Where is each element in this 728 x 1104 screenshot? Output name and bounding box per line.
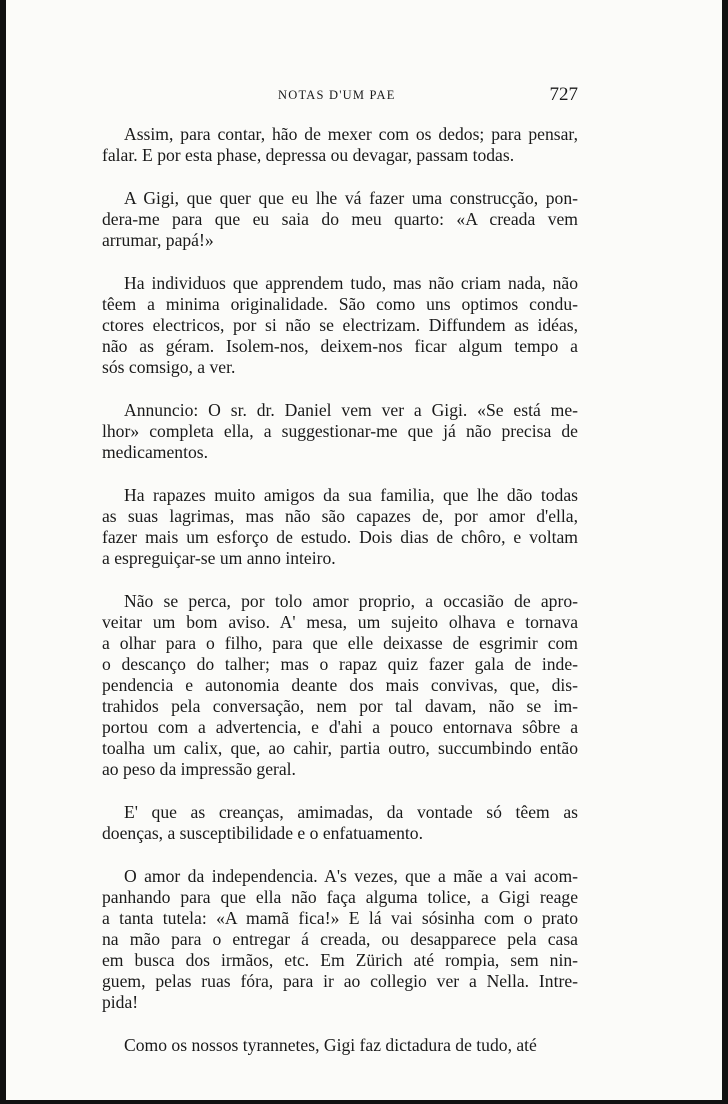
text-line: não as géram. Isolem-nos, deixem-nos ficar algum tempo a <box>102 336 578 356</box>
text-line: Não se perca, por tolo amor proprio, a occasião de apro- <box>124 591 578 611</box>
text-line: panhando para que ella não faça alguma tolice, a Gigi reage <box>102 887 578 907</box>
running-title: NOTAS D'UM PAE <box>278 88 396 102</box>
text-line: a espreguiçar-se um anno inteiro. <box>102 548 336 568</box>
paragraph <box>102 591 578 780</box>
text-line: ctores electricos, por si não se electrizam. Diffundem as idéas, <box>102 315 578 335</box>
text-line: Ha individuos que apprendem tudo, mas não criam nada, não <box>124 273 578 293</box>
text-line: lhor» completa ella, a suggestionar-me que já não precisa de <box>102 421 578 441</box>
page-number: 727 <box>549 84 578 105</box>
page-header <box>102 84 578 110</box>
text-line: pendencia e autonomia deante dos mais convivas, que, dis- <box>102 675 578 695</box>
text-line: guem, pelas ruas fóra, para ir ao collegio ver a Nella. Intre- <box>102 971 578 991</box>
text-line: em busca dos irmãos, etc. Em Zürich até rompia, sem nin- <box>102 950 578 970</box>
paragraph <box>102 485 578 569</box>
text-line: o descanço do talher; mas o rapaz quiz fazer gala de inde- <box>102 654 578 674</box>
text-line: as suas lagrimas, mas não são capazes de, por amor d'ella, <box>102 506 578 526</box>
paragraph <box>102 866 578 1013</box>
text-line: Como os nossos tyrannetes, Gigi faz dictadura de tudo, até <box>124 1035 537 1055</box>
paragraph <box>102 1035 578 1056</box>
text-line: medicamentos. <box>102 442 209 462</box>
text-line: trahidos pela conversação, nem por tal davam, não se im- <box>102 696 578 716</box>
paragraph <box>102 802 578 844</box>
text-line: ao peso da impressão geral. <box>102 759 296 779</box>
paragraph <box>102 273 578 378</box>
text-line: falar. E por esta phase, depressa ou devagar, passam todas. <box>102 145 515 165</box>
text-line: têem a minima originalidade. São como uns optimos condu- <box>102 294 578 314</box>
text-line: na mão para o entregar á creada, ou desapparece pela casa <box>102 929 578 949</box>
text-line: portou com a advertencia, e d'ahi a pouco entornava sôbre a <box>102 717 578 737</box>
text-line: a tanta tutela: «A mamã fica!» E lá vai sósinha com o prato <box>102 908 578 928</box>
text-line: Ha rapazes muito amigos da sua familia, que lhe dão todas <box>124 485 578 505</box>
text-line: toalha um calix, que, ao cahir, partia outro, succumbindo então <box>102 738 578 758</box>
text-line: Assim, para contar, hão de mexer com os dedos; para pensar, <box>124 124 578 144</box>
body-text <box>102 124 578 1078</box>
text-line: fazer mais um esforço de estudo. Dois dias de chôro, e voltam <box>102 527 578 547</box>
text-line: A Gigi, que quer que eu lhe vá fazer uma construcção, pon- <box>124 188 578 208</box>
paragraph <box>102 400 578 463</box>
text-line: O amor da independencia. A's vezes, que a mãe a vai acom- <box>124 866 578 886</box>
paragraph <box>102 124 578 166</box>
text-line: a olhar para o filho, para que elle deixasse de esgrimir com <box>102 633 578 653</box>
text-line: dera-me para que eu saia do meu quarto: «A creada vem <box>102 209 578 229</box>
text-line: sós comsigo, a ver. <box>102 357 236 377</box>
text-line: Annuncio: O sr. dr. Daniel vem ver a Gigi. «Se está me- <box>124 400 578 420</box>
text-line: arrumar, papá!» <box>102 230 214 250</box>
text-line: doenças, a susceptibilidade e o enfatuamento. <box>102 823 423 843</box>
text-line: E' que as creanças, amimadas, da vontade só têem as <box>124 802 578 822</box>
text-line: veitar um bom aviso. A' mesa, um sujeito olhava e tornava <box>102 612 578 632</box>
paragraph <box>102 188 578 251</box>
text-line: pida! <box>102 992 139 1012</box>
